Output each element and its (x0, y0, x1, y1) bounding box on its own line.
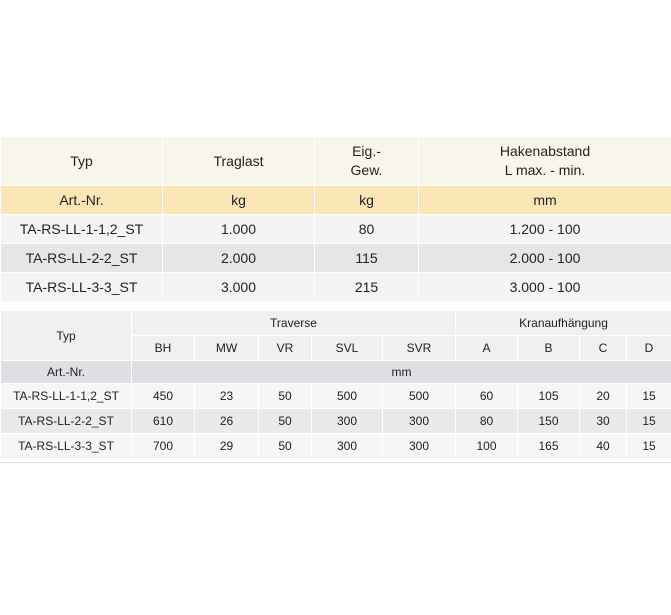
cell-svr: 300 (383, 434, 456, 459)
cell-b: 105 (518, 384, 580, 409)
unit-eig: kg (315, 186, 419, 215)
cell-c: 20 (580, 384, 627, 409)
cell-haken: 3.000 - 100 (419, 273, 671, 302)
cell-haken: 1.200 - 100 (419, 215, 671, 244)
header-haken-line1: Hakenabstand (499, 143, 591, 159)
cell-c: 30 (580, 409, 627, 434)
cell-art: TA-RS-LL-3-3_ST (1, 273, 163, 302)
column-header-svr: SVR (383, 336, 456, 361)
cell-traglast: 1.000 (163, 215, 315, 244)
cell-art: TA-RS-LL-1-1,2_ST (1, 215, 163, 244)
cell-eig: 115 (315, 244, 419, 273)
cell-mw: 26 (195, 409, 259, 434)
header-row (1, 137, 671, 186)
cell-vr: 50 (259, 384, 312, 409)
unit-mm: mm (132, 361, 671, 384)
table-row (1, 384, 671, 409)
header-eigengewicht (315, 137, 419, 186)
unit-haken: mm (419, 186, 671, 215)
column-header-c: C (580, 336, 627, 361)
unit-traglast: kg (163, 186, 315, 215)
cell-svr: 500 (383, 384, 456, 409)
cell-svl: 500 (312, 384, 383, 409)
table-row (1, 409, 671, 434)
cell-svl: 300 (312, 409, 383, 434)
cell-c: 40 (580, 434, 627, 459)
dimensions-table (0, 310, 671, 459)
header-typ: Typ (1, 311, 132, 361)
table-bottom-divider (0, 462, 671, 463)
cell-haken: 2.000 - 100 (419, 244, 671, 273)
cell-a: 80 (456, 409, 518, 434)
cell-vr: 50 (259, 434, 312, 459)
cell-art: TA-RS-LL-2-2_ST (1, 409, 132, 434)
header-typ: Typ (1, 137, 163, 186)
column-header-d: D (627, 336, 671, 361)
unit-art-nr: Art.-Nr. (1, 186, 163, 215)
cell-a: 100 (456, 434, 518, 459)
header-traglast: Traglast (163, 137, 315, 186)
cell-b: 150 (518, 409, 580, 434)
column-header-b: B (518, 336, 580, 361)
column-header-bh: BH (132, 336, 195, 361)
cell-bh: 700 (132, 434, 195, 459)
header-eig-line1: Eig.- (352, 143, 381, 159)
cell-d: 15 (627, 384, 671, 409)
unit-row (1, 186, 671, 215)
cell-traglast: 2.000 (163, 244, 315, 273)
cell-art: TA-RS-LL-3-3_ST (1, 434, 132, 459)
cell-art: TA-RS-LL-1-1,2_ST (1, 384, 132, 409)
cell-bh: 610 (132, 409, 195, 434)
cell-d: 15 (627, 409, 671, 434)
cell-eig: 80 (315, 215, 419, 244)
cell-d: 15 (627, 434, 671, 459)
overview-table (0, 136, 671, 302)
cell-mw: 23 (195, 384, 259, 409)
cell-mw: 29 (195, 434, 259, 459)
header-hakenabstand (419, 137, 671, 186)
header-eig-line2: Gew. (350, 162, 383, 178)
column-header-a: A (456, 336, 518, 361)
cell-vr: 50 (259, 409, 312, 434)
cell-svl: 300 (312, 434, 383, 459)
table-row (1, 434, 671, 459)
unit-art-nr: Art.-Nr. (1, 361, 132, 384)
header-haken-line2: L max. - min. (504, 162, 586, 178)
header-traverse: Traverse (132, 311, 456, 336)
table-row (1, 215, 671, 244)
table-row (1, 273, 671, 302)
column-header-vr: VR (259, 336, 312, 361)
unit-row (1, 361, 671, 384)
cell-eig: 215 (315, 273, 419, 302)
cell-a: 60 (456, 384, 518, 409)
cell-bh: 450 (132, 384, 195, 409)
column-header-svl: SVL (312, 336, 383, 361)
header-kranaufhaengung: Kranaufhängung (456, 311, 671, 336)
cell-b: 165 (518, 434, 580, 459)
cell-svr: 300 (383, 409, 456, 434)
cell-art: TA-RS-LL-2-2_ST (1, 244, 163, 273)
column-header-mw: MW (195, 336, 259, 361)
cell-traglast: 3.000 (163, 273, 315, 302)
group-header-row (1, 311, 671, 336)
table-row (1, 244, 671, 273)
